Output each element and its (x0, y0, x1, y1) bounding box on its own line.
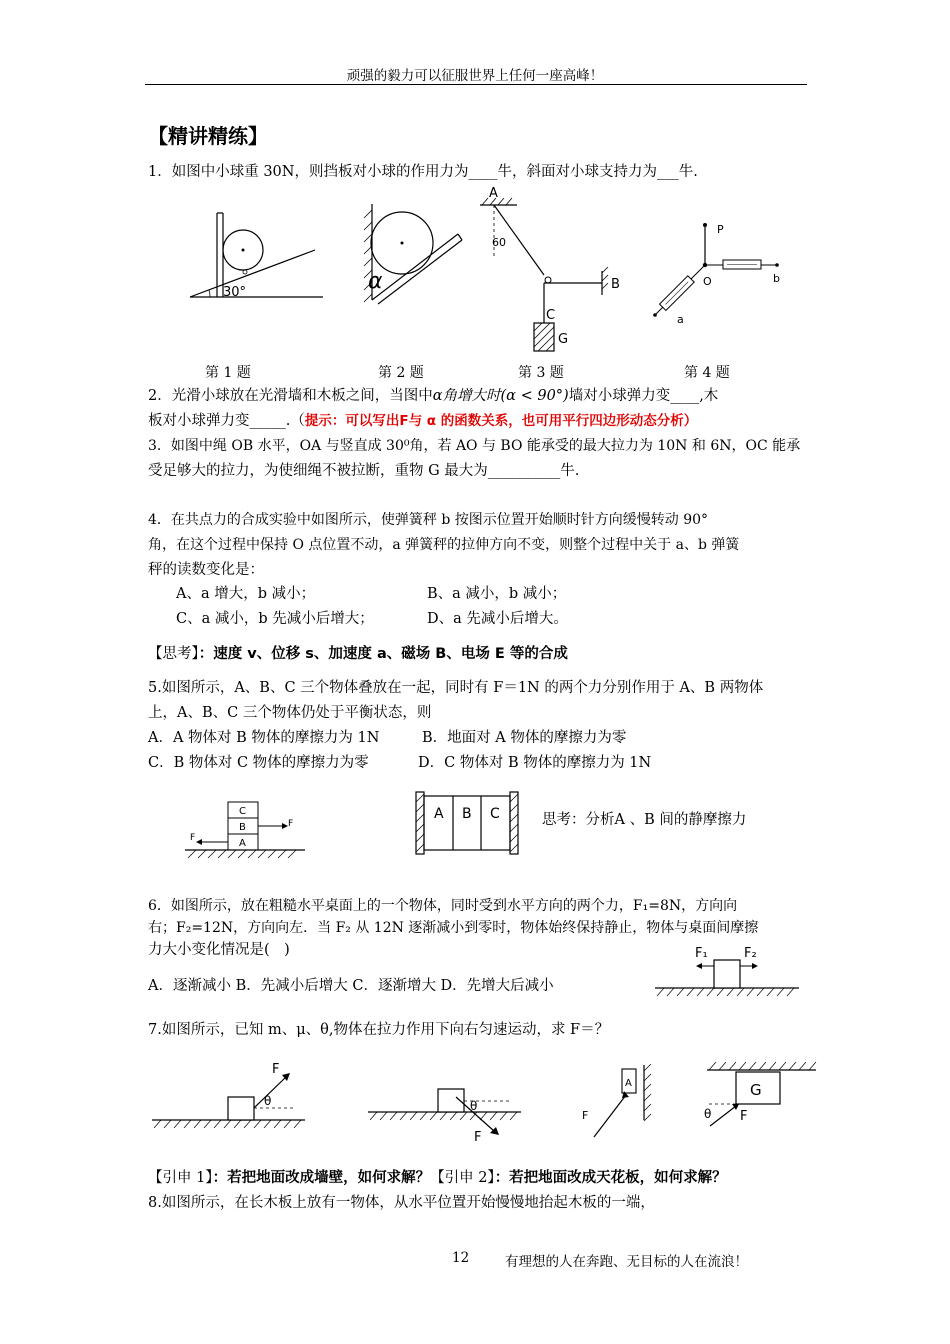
stack-label-a: A (239, 838, 246, 849)
q6-line2: 右；F₂=12N，方向向左．当 F₂ 从 12N 逐渐减小到零时，物体始终保持静止，物体与桌面间摩擦 (148, 920, 759, 936)
stack-force-right: F (288, 819, 294, 829)
q5-option-b: B．地面对 A 物体的摩擦力为零 (422, 730, 627, 746)
fig3-label-g: G (558, 332, 569, 347)
q4-line3: 秤的读数变化是： (148, 562, 264, 578)
q1-text: 1．如图中小球重 30N，则挡板对小球的作用力为____牛，斜面对小球支持力为___牛. (148, 164, 698, 180)
q5-stack-figure (180, 790, 310, 862)
q5-line1: 5.如图所示，A、B、C 三个物体叠放在一起，同时有 F＝1N 的两个力分别作用于 A、B 两物体 (148, 680, 764, 696)
q4-line2: 角，在这个过程中保持 O 点位置不动，a 弹簧秤的拉伸方向不变，则整个过程中关于 a、b 弹簧 (148, 537, 740, 553)
q7-text: 7.如图所示，已知 m、μ、θ,物体在拉力作用下向右匀速运动，求 F＝？ (148, 1022, 610, 1038)
q6-f1-label: F₁ (695, 946, 708, 961)
figure-1 (185, 205, 330, 305)
q4-option-a: A、a 增大，b 减小； (176, 586, 316, 602)
fig4-label-b: b (773, 272, 780, 285)
q6-options: A．逐渐减小 B．先减小后增大 C．逐渐增大 D．先增大后减小 (148, 978, 554, 994)
q3-line2: 受足够大的拉力，为使细绳不被拉断，重物 G 最大为__________牛. (148, 463, 580, 479)
q7-figure-3 (578, 1055, 658, 1145)
q7-fig3-a-label: A (625, 1078, 632, 1089)
box-label-c: C (490, 806, 500, 822)
q5-line2: 上，A、B、C 三个物体仍处于平衡状态，则 (148, 705, 432, 721)
stack-force-left: F (190, 833, 196, 843)
q2-hint: 提示：可以写出F与 α 的函数关系，也可用平行四边形动态分析） (304, 413, 698, 429)
fig2-angle-label: α (368, 269, 383, 294)
caption-fig3: 第 3 题 (518, 365, 564, 381)
section-title: 【精讲精练】 (148, 124, 268, 148)
extend-text-2: ：若把地面改成天花板，如何求解？ (494, 1170, 727, 1186)
q2-text-c: 板对小球弹力变_____.（ (148, 413, 305, 429)
q5-option-a: A．A 物体对 B 物体的摩擦力为 1N (148, 730, 380, 746)
page-number: 12 (452, 1250, 470, 1266)
think-1-label: 【思考】 (148, 646, 199, 662)
fig3-label-c: C (546, 308, 556, 323)
q7-fig4-g-label: G (750, 1081, 762, 1099)
caption-fig1: 第 1 题 (205, 365, 251, 381)
extend-text-1: ：若把地面改成墙壁，如何求解？ (212, 1170, 431, 1186)
q7-figure-2 (366, 1075, 526, 1145)
footer-motto: 有理想的人在奔跑、无目标的人在流浪！ (505, 1254, 748, 1270)
box-label-b: B (462, 806, 472, 822)
q7-figure-4 (704, 1058, 824, 1130)
think-1 (148, 642, 813, 666)
fig1-angle-label: 30° (223, 285, 247, 300)
q7-fig1-f-label: F (272, 1062, 280, 1077)
q6-line3: 力大小变化情况是( ) (148, 942, 290, 958)
q6-f2-label: F₂ (744, 946, 757, 961)
caption-fig2: 第 2 题 (378, 365, 424, 381)
q6-figure (652, 940, 802, 1002)
fig4-label-a: a (677, 313, 684, 326)
fig3-angle-label: 60 (492, 236, 506, 249)
q5-option-c: C．B 物体对 C 物体的摩擦力为零 (148, 755, 369, 771)
figure-4 (645, 215, 795, 330)
q5-think: 思考：分析A 、B 间的静摩擦力 (542, 812, 747, 828)
fig4-label-o: O (703, 275, 712, 288)
q3-line1: 3．如图中绳 OB 水平，OA 与竖直成 30⁰角，若 AO 与 BO 能承受的最大拉力为 10N 和 6N，OC 能承 (148, 438, 801, 454)
q7-fig2-f-label: F (474, 1130, 482, 1145)
q4-option-b: B、a 减小，b 减小； (427, 586, 567, 602)
think-1-text: ：速度 v、位移 s、加速度 a、磁场 B、电场 E 等的合成 (198, 646, 568, 662)
q7-fig3-f-label: F (582, 1109, 589, 1122)
q5-box-figure (414, 790, 520, 856)
q6-line1: 6．如图所示，放在粗糙水平桌面上的一个物体，同时受到水平方向的两个力，F₁=8N，方向向 (148, 898, 738, 914)
fig3-label-b: B (611, 277, 620, 292)
q4-option-d: D、a 先减小后增大。 (427, 611, 568, 627)
box-label-a: A (434, 806, 444, 822)
q7-fig4-f-label: F (740, 1109, 748, 1124)
q2-text-a: 2．光滑小球放在光滑墙和木板之间，当图中 (148, 388, 433, 404)
caption-fig4: 第 4 题 (684, 365, 730, 381)
extend-label-2: 【引申 2】 (430, 1170, 495, 1186)
extend-label-1: 【引申 1】 (148, 1170, 213, 1186)
stack-label-b: B (239, 822, 246, 833)
fig3-label-a: A (489, 186, 498, 201)
header-divider (145, 84, 807, 85)
fig4-label-p: P (717, 223, 724, 236)
q7-figure-1 (150, 1055, 310, 1135)
q7-fig4-theta-label: θ (704, 1107, 712, 1121)
figure-2 (360, 200, 470, 310)
q4-line1: 4．在共点力的合成实验中如图所示，使弹簧秤 b 按图示位置开始顺时针方向缓慢转动 90° (148, 512, 709, 528)
stack-label-c: C (239, 806, 246, 817)
q2-line2 (148, 409, 813, 433)
q2-text-b: 墙对小球弹力变____,木 (568, 388, 719, 404)
q2-alpha-expr: α角增大时(α < 90°) (432, 388, 569, 404)
figure-3 (472, 183, 620, 358)
header-motto: 顽强的毅力可以征服世界上任何一座高峰！ (346, 68, 604, 84)
q7-fig2-theta-label: θ (470, 1099, 478, 1113)
extend-line (148, 1166, 813, 1190)
q4-option-c: C、a 减小，b 先减小后增大； (176, 611, 374, 627)
q7-fig1-theta-label: θ (264, 1094, 272, 1108)
q5-option-d: D．C 物体对 B 物体的摩擦力为 1N (418, 755, 652, 771)
q8-text: 8.如图所示，在长木板上放有一物体，从水平位置开始慢慢地抬起木板的一端， (148, 1195, 655, 1211)
q2-line1 (148, 384, 813, 408)
